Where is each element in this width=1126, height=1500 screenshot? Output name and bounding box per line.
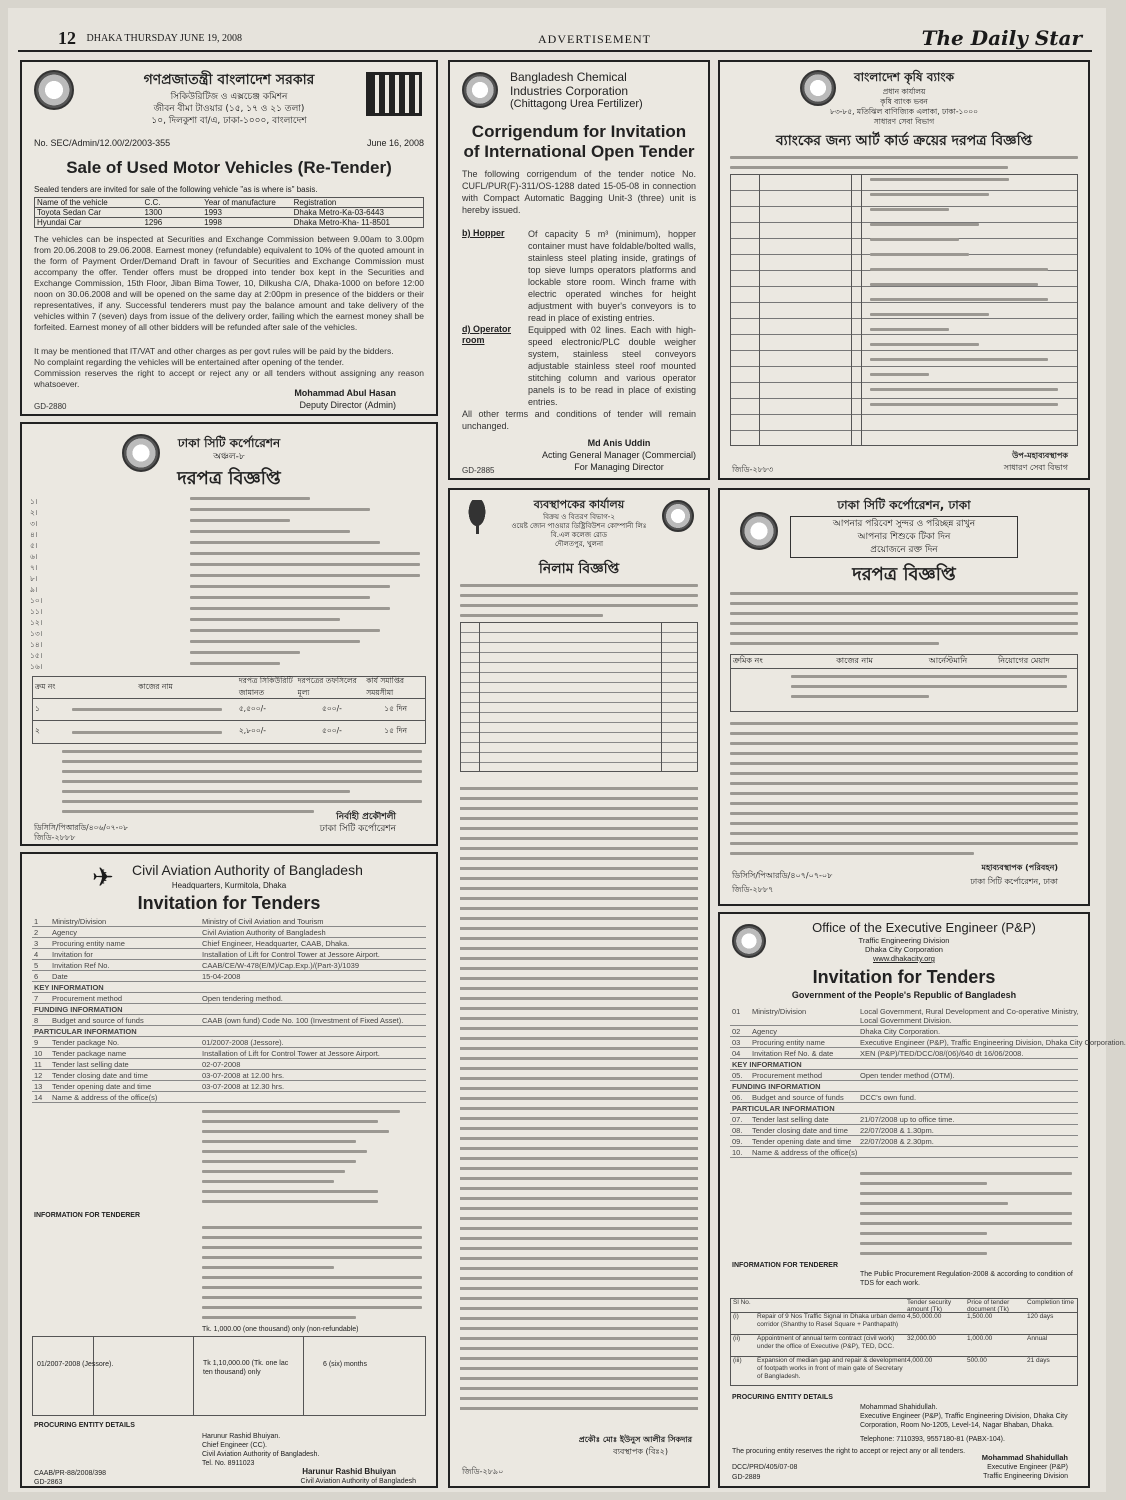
table-cell: Appointment of annual term contract (civil work) under the office of Executive (P&P), TED, DCC.: [757, 1335, 895, 1350]
krishi-intro-text: [730, 156, 1078, 176]
exec-headline: Invitation for Tenders: [812, 967, 996, 987]
row-number: 02: [732, 1027, 741, 1036]
exec-contact: Telephone: 7110393, 9557180-81 (PABX-104).: [860, 1436, 1005, 1443]
table-row: [32, 927, 426, 938]
exec-official: Mohammad Shahidullah.: [860, 1404, 938, 1411]
table-cell: Repair of 9 Nos Traffic Signal in Dhaka urban demo corridor (Shanthy to Rasel Square + Panthapath): [757, 1313, 906, 1328]
row-value: Civil Aviation Authority of Bangladesh: [202, 928, 326, 937]
section-label: KEY INFORMATION: [34, 983, 104, 992]
sec-body-3: No complaint regarding the vehicles will be entertained after opening of the tender.: [34, 357, 344, 367]
bcic-item-b-text: Of capacity 5 m³ (minimum), hopper container must have foldable/bolted walls, stainless steel plating inside, gratings of top sieve lumps operators platforms and lockable store room. Winch frame with electric operated winches for height adjustment with buyer's conveyors is to read in place of existing entries.: [528, 229, 696, 323]
exec-info-tenderer: INFORMATION FOR TENDERER: [732, 1262, 839, 1269]
bcic-headline-2: of International Open Tender: [463, 142, 695, 161]
newspaper-page: [8, 8, 1126, 1492]
caab-price: Tk. 1,000.00 (one thousand) only (non-refundable): [202, 1326, 359, 1333]
table-row: [32, 960, 426, 971]
exec-gd: GD-2889: [732, 1474, 761, 1481]
nilam-headline-bn: নিলাম বিজ্ঞপ্তি: [538, 561, 620, 577]
table-cell: Dhaka Metro-Kha- 11-8501: [293, 218, 391, 227]
table-cell: ২,৮০০/-: [238, 726, 266, 735]
dateline-text: DHAKA THURSDAY JUNE 19, 2008: [86, 32, 242, 44]
page-dateline: [58, 28, 242, 49]
table-cell: 32,000.00: [907, 1335, 936, 1342]
table-row: 07. Tender last selling date 21/07/2008 up to office time.: [730, 1114, 1078, 1125]
table-cell: ১৫ দিন: [384, 703, 407, 713]
dcc2-para-1: [730, 592, 1078, 652]
table-cell: (ii): [733, 1335, 741, 1342]
krishi-bank-tender-ad: [718, 60, 1090, 480]
krishi-gd-bn: জিডি-২৮৮৩: [732, 465, 774, 474]
caab-official: Harunur Rashid Bhuiyan.: [202, 1433, 281, 1440]
bcic-item-b-label: b) Hopper: [462, 228, 505, 238]
row-value: 21/07/2008 up to office time.: [860, 1115, 955, 1124]
table-cell: 1296: [144, 218, 163, 227]
package-cell: 01/2007-2008 (Jessore).: [37, 1361, 114, 1368]
exec-office-lines: [860, 1172, 1072, 1262]
caab-address: Civil Aviation Authority of Bangladesh.: [202, 1451, 320, 1458]
krishi-subtitle-bn: প্রধান কার্যালয়: [882, 87, 926, 96]
table-cell: ৫,৫০০/-: [238, 703, 266, 713]
row-number: 3: [34, 939, 39, 948]
table-cell: 1300: [144, 208, 163, 217]
table-cell: 21 days: [1027, 1357, 1050, 1364]
row-value: CAAB/CE/W-478(E/M)/Cap.Exp.)/(Part-3)/1039: [202, 961, 359, 970]
table-row: [32, 949, 426, 960]
caab-signer-org: Civil Aviation Authority of Bangladesh: [300, 1478, 416, 1485]
dcc1-org-bn: ঢাকা সিটি কর্পোরেশন: [319, 824, 396, 834]
dcc2-logo-icon: [740, 512, 778, 550]
table-row: 08. Tender closing date and time 22/07/2008 & 1.30pm.: [730, 1125, 1078, 1136]
nilam-items-table: [460, 622, 698, 772]
nilam-sub4-bn: দৌলতপুর, খুলনা: [554, 540, 604, 548]
bcic-intro: The following corrigendum of the tender notice No. CUFL/PUR(F)-311/OS-1288 dated 15-05-08 in connection with Compact Automatic Bagging Unit-3 (three) unit is hereby issued.: [462, 169, 696, 215]
dcc1-gd-bn: জিডি-২৮৮৮: [34, 833, 76, 842]
row-value: 03-07-2008 at 12.30 hrs.: [202, 1082, 285, 1091]
exec-eligibility: The Public Procurement Regulation-2008 & according to condition of TDS for each work.: [860, 1271, 1073, 1287]
sec-ref: No. SEC/Admin/12.00/2/2003-355: [34, 138, 171, 148]
bcic-logo-icon: [462, 72, 498, 108]
col-header: নিয়োগের মেয়াদ: [997, 656, 1050, 665]
section-title: ADVERTISEMENT: [538, 32, 651, 46]
dcc1-title-bn: ঢাকা সিটি কর্পোরেশন: [177, 436, 281, 450]
bcic-closing: All other terms and conditions of tender will remain unchanged.: [462, 409, 696, 431]
table-cell: ১: [35, 703, 40, 713]
table-row: [33, 699, 425, 721]
col-header: Year of manufacture: [204, 198, 276, 207]
sec-body-4: Commission reserves the right to accept or reject any or all tenders without assigning any reason whatsoever.: [34, 368, 424, 389]
table-cell: 1998: [204, 218, 222, 227]
section-label: FUNDING INFORMATION: [732, 1082, 821, 1091]
row-number: 04: [732, 1049, 741, 1058]
krishi-sub2-bn: কৃষি ব্যাংক ভবন: [880, 97, 928, 106]
sec-title-bn: গণপ্রজাতন্ত্রী বাংলাদেশ সরকার: [143, 72, 315, 88]
sec-vehicle-table: [34, 197, 424, 228]
slogan-1: আপনার পরিবেশ সুন্দর ও পরিচ্ছন্ন রাখুন: [832, 519, 976, 529]
row-value: Dhaka City Corporation.: [860, 1027, 941, 1036]
bcic-corrigendum-ad: [448, 60, 710, 480]
row-number: 01: [732, 1007, 741, 1016]
nilam-sub3-bn: বি.এল কলেজ রোড: [550, 531, 608, 539]
table-cell: ২: [35, 726, 40, 735]
table-row: [33, 721, 425, 743]
section-heading: [32, 982, 426, 993]
table-header-row: [731, 655, 1077, 669]
table-row: [731, 1335, 1077, 1357]
table-cell: 1993: [204, 208, 222, 217]
exec-proc-details: PROCURING ENTITY DETAILS: [732, 1394, 833, 1401]
sec-intro: Sealed tenders are invited for sale of the following vehicle "as is where is" basis.: [34, 185, 318, 194]
table-row: [730, 1026, 1078, 1037]
dcc-zone8-tender-ad: [20, 422, 438, 846]
table-row: [730, 1037, 1126, 1048]
page-header: [18, 22, 1092, 52]
row-number: 4: [34, 950, 39, 959]
row-label: Procuring entity name: [52, 939, 125, 948]
row-value: Open tendering method.: [202, 994, 283, 1003]
dcc-transport-tender-ad: [718, 488, 1090, 906]
row-value: 02-07-2008: [202, 1060, 241, 1069]
row-value: Local Government, Rural Development and Co-operative Ministry, Local Government Division.: [860, 1007, 1079, 1025]
nilam-gd-bn: জিডি-২৮৯০: [462, 1467, 504, 1476]
slogan-2: আপনার শিশুকে টিকা দিন: [857, 532, 951, 542]
table-cell: Expansion of median gap and repair & development of footpath works in front of main gate of Secretary of Bangladesh.: [757, 1357, 907, 1380]
col-header: কাজের নাম: [836, 656, 873, 665]
sec-gd: GD-2880: [34, 402, 67, 411]
row-label: Ministry/Division: [752, 1007, 807, 1016]
col-header: ক্রমিক নং: [733, 656, 763, 665]
row-value: 22/07/2008 & 2.30pm.: [860, 1137, 934, 1146]
table-row: [730, 1048, 1078, 1059]
table-row: 11 Tender last selling date 02-07-2008: [32, 1059, 426, 1070]
table-cell: ৫০০/-: [321, 703, 342, 713]
exec-info-table: [730, 1006, 1126, 1158]
bcic-org-3: (Chittagong Urea Fertilizer): [510, 98, 643, 110]
row-value: Installation of Lift for Control Tower at Jessore Airport.: [202, 950, 380, 959]
caab-proc-details: PROCURING ENTITY DETAILS: [34, 1422, 135, 1429]
section-heading: [32, 1004, 426, 1015]
krishi-text-lines: [870, 178, 1068, 418]
row-label: Invitation for: [52, 950, 93, 959]
table-cell: Annual: [1027, 1335, 1048, 1342]
row-number: 1: [34, 917, 39, 926]
row-value: 01/2007-2008 (Jessore).: [202, 1038, 284, 1047]
table-cell: 500.00: [967, 1357, 987, 1364]
bcic-signer: Md Anis Uddin: [587, 438, 651, 448]
dcc1-conditions: [62, 750, 422, 820]
krishi-signer-dept-bn: সাধারণ সেবা বিভাগ: [1003, 463, 1068, 472]
dcc1-work-table: [32, 676, 426, 744]
table-header-row: Sl No. Tender security amount (Tk) Price of tender document (Tk) Completion time: [731, 1299, 1077, 1313]
nilam-title-bn: ব্যবস্থাপকের কার্যালয়: [533, 498, 625, 511]
caab-org: Civil Aviation Authority of Bangladesh: [132, 862, 363, 878]
bcic-headline-1: Corrigendum for Invitation: [471, 122, 687, 141]
table-row: 10. Name & address of the office(s): [730, 1147, 1078, 1158]
col-header: কার্য সমাপ্তির সময়সীমা: [366, 675, 405, 697]
row-label: Agency: [52, 928, 78, 937]
sec-tender-ad: [20, 60, 438, 416]
table-cell: 4,000.00: [907, 1357, 933, 1364]
dcc1-ref-bn: ডিসিসি/পিআরডি/৪০৬/০৭-০৮: [34, 823, 129, 832]
caab-tender-ad: [20, 852, 438, 1488]
dcc2-gd-bn: জিডি-২৮৮৭: [732, 885, 774, 894]
table-row: 12 Tender closing date and time 03-07-2008 at 12.00 hrs.: [32, 1070, 426, 1081]
dcc2-work-table: [730, 654, 1078, 712]
table-row: 13 Tender opening date and time 03-07-2008 at 12.30 hrs.: [32, 1081, 426, 1092]
caab-brief-lines: [202, 1276, 422, 1326]
row-value: CAAB (own fund) Code No. 100 (Investment of Fixed Asset).: [202, 1016, 404, 1025]
table-cell: Dhaka Metro-Ka-03-6443: [293, 208, 384, 217]
col-header: C.C.: [144, 198, 161, 207]
section-heading: [32, 1026, 426, 1037]
exec-signer: Mohammad Shahidullah: [981, 1453, 1068, 1462]
table-row: [730, 1006, 1078, 1026]
dcc1-signer-bn: নির্বাহী প্রকৌশলী: [336, 812, 396, 822]
slogan-3: প্রয়োজনে রক্ত দিন: [870, 545, 938, 555]
exec-gov: Government of the People's Republic of Bangladesh: [791, 990, 1017, 1000]
row-value: XEN (P&P)/TED/DCC/08/(06)/640 dt 16/06/2008.: [860, 1049, 1024, 1058]
exec-url: www.dhakacity.org: [873, 954, 935, 963]
amount-cell: Tk 1,10,000.00 (Tk. one lac ten thousand) only: [203, 1360, 289, 1376]
row-value: Installation of Lift for Control Tower at Jessore Airport.: [202, 1049, 380, 1058]
sec-subtitle-bn: সিকিউরিটিজ ও এক্সচেঞ্জ কমিশন: [170, 92, 288, 102]
bcic-item-d-label: d) Operator room: [462, 324, 512, 345]
caab-info-tenderer: INFORMATION FOR TENDERER: [34, 1212, 141, 1219]
section-heading: [730, 1103, 1078, 1114]
table-cell: 4,50,000.00: [907, 1313, 942, 1320]
col-header: Name of the vehicle: [37, 198, 108, 207]
sec-logo-icon: [366, 72, 422, 116]
nilam-signer-bn: প্রকৌঃ মোঃ ইউনুস আলীর সিকদার: [578, 1435, 692, 1444]
table-cell: ১৫ দিন: [384, 726, 407, 735]
exec-sub1: Traffic Engineering Division: [858, 936, 950, 945]
row-label: Invitation Ref No. & date: [752, 1049, 834, 1058]
row-value: 22/07/2008 & 1.30pm.: [860, 1126, 934, 1135]
nilam-sub2-bn: ওয়েষ্ট জোন পাওয়ার ডিষ্ট্রিবিউশন কোম্পানী লিঃ: [511, 522, 647, 530]
sec-body-1: The vehicles can be inspected at Securities and Exchange Commission between 9.00am to 3.00pm from 20.06.2008 to 29.06.2008. Earnest money (refundable) equivalent to 10% of the quoted amount in the form of Payment Order/Demand Draft in favour of Securities and Exchange Commission must accompany the offer. Tender offers must be dropped into tender box kept in the Securities and Exchange Commission, 15th Floor, Jiban Bima Tower, 10, Dilkusha C/A, Dhaka-1000 on before 12:00 noon on 30.06.2008 and will be opened on the same day at 2:00pm in presence of the bidders or their representatives, if any. Successful tenderers must pay the balance amount and take delivery of the vehicles within 7 (seven) days from issue of the delivery order, failing which the earnest money shall be forfeited. Earnest money of all other bidders will be refunded after sale of the vehicles.: [34, 234, 424, 332]
table-row: [731, 1357, 1077, 1385]
bcic-gd: GD-2885: [462, 466, 495, 475]
table-row: [35, 208, 423, 218]
row-label: Ministry/Division: [52, 917, 107, 926]
col-header: Registration: [293, 198, 337, 207]
exec-signer-title: Executive Engineer (P&P): [987, 1464, 1068, 1471]
nilam-intro: [460, 584, 698, 624]
caab-package-table: [32, 1336, 426, 1416]
exec-title: Office of the Executive Engineer (P&P): [812, 920, 1036, 935]
section-label: PARTICULAR INFORMATION: [34, 1027, 137, 1036]
table-cell: 1,000.00: [967, 1335, 993, 1342]
row-value: Chief Engineer, Headquarter, CAAB, Dhaka.: [202, 939, 350, 948]
bcic-signer-for: For Managing Director: [574, 462, 664, 472]
krishi-signer-bn: উপ-মহাব্যবস্থাপক: [1012, 451, 1068, 460]
sec-signer: Mohammad Abul Hasan: [294, 388, 396, 398]
table-cell: ৫০০/-: [321, 726, 342, 735]
table-cell: 1,500.00: [967, 1313, 993, 1320]
table-cell: (iii): [733, 1357, 742, 1364]
krishi-title-bn: বাংলাদেশ কৃষি ব্যাংক: [854, 70, 954, 84]
section-heading: [730, 1059, 1078, 1070]
exec-signer-div: Traffic Engineering Division: [983, 1473, 1068, 1480]
table-row: 09. Tender opening date and time 22/07/2008 & 2.30pm.: [730, 1136, 1078, 1147]
dcc2-org-bn: ঢাকা সিটি কর্পোরেশন, ঢাকা: [970, 877, 1058, 886]
row-label: Date: [52, 972, 68, 981]
caab-contact: Tel. No. 8911023: [202, 1460, 255, 1467]
exec-engineer-tender-ad: [718, 912, 1126, 1488]
krishi-headline-bn: ব্যাংকের জন্য আর্ট কার্ড ক্রয়ের দরপত্র বিজ্ঞপ্তি: [775, 133, 1033, 149]
col-header: কাজের নাম: [138, 681, 173, 691]
table-row: 05. Procurement method Open tender method (OTM).: [730, 1070, 1078, 1081]
bcic-signer-title: Acting General Manager (Commercial): [541, 450, 697, 460]
row-value: DCC's own fund.: [860, 1093, 917, 1102]
nilam-auction-ad: [448, 488, 710, 1488]
row-number: 2: [34, 928, 39, 937]
caab-signer: Harunur Rashid Bhuiyan: [302, 1467, 396, 1476]
table-row: [32, 916, 426, 927]
dcc2-ref-bn: ডিসিসি/পিআরডি/৪০৭/০৭-০৮: [732, 871, 833, 880]
caab-ref: CAAB/PR-88/2008/398: [34, 1470, 106, 1477]
caab-sub: Headquarters, Kurmitola, Dhaka: [171, 881, 287, 890]
masthead: The Daily Star: [921, 26, 1082, 50]
table-row: 9 Tender package No. 01/2007-2008 (Jessore).: [32, 1037, 426, 1048]
table-cell: Toyota Sedan Car: [37, 208, 102, 217]
table-cell: Hyundai Car: [37, 218, 82, 227]
row-value: 15-04-2008: [202, 972, 241, 981]
krishi-dept-bn: সাধারণ সেবা বিভাগ: [873, 117, 935, 126]
sec-headline: Sale of Used Motor Vehicles (Re-Tender): [66, 158, 392, 177]
nilam-signer-title-bn: ব্যবস্থাপক (বিঃ২): [613, 1447, 668, 1456]
table-row: [35, 218, 423, 227]
col-header: ক্রম নং: [35, 681, 56, 691]
section-label: PARTICULAR INFORMATION: [732, 1104, 835, 1113]
table-cell: 120 days: [1027, 1313, 1054, 1320]
table-cell: (i): [733, 1313, 739, 1320]
dcc2-title-bn: ঢাকা সিটি কর্পোরেশন, ঢাকা: [837, 498, 971, 512]
table-row: 14 Name & address of the office(s): [32, 1092, 426, 1103]
row-number: 5: [34, 961, 39, 970]
dcc2-signer-bn: মহাব্যবস্থাপক (পরিবহন): [981, 863, 1058, 872]
sec-address-bn: জীবন বীমা টাওয়ার (১৫, ১৭ ও ২১ তলা): [153, 104, 305, 114]
nilam-terms-lines: [460, 780, 698, 1416]
table-header-row: [33, 677, 425, 699]
col-header: দরপত্রের তফসিলের মূল্য: [297, 675, 357, 697]
sec-date: June 16, 2008: [366, 138, 424, 148]
exec-reserve: The procuring entity reserves the right to accept or reject any or all tenders.: [732, 1448, 966, 1455]
nilam-sub-bn: বিক্রয় ও বিতরণ বিভাগ-২: [543, 513, 615, 521]
table-row: 10 Tender package name Installation of Lift for Control Tower at Jessore Airport.: [32, 1048, 426, 1059]
completion-cell: 6 (six) months: [323, 1361, 367, 1368]
dcc2-para-2: [730, 722, 1078, 862]
exec-designation: Executive Engineer (P&P), Traffic Engineering Division, Dhaka City Corporation, Room No-1205, Level-14, Nagar Bhaban, Dhaka.: [860, 1413, 1068, 1429]
sec-body-2: It may be mentioned that IT/VAT and other charges as per govt rules will be paid by the bidders.: [34, 346, 394, 356]
dcc2-headline-bn: দরপত্র বিজ্ঞপ্তি: [852, 564, 956, 585]
caab-headline: Invitation for Tenders: [137, 893, 321, 913]
dcc1-info-list: ১। ২। ৩। ৪। ৫। ৬। ৭। ৮। ৯। ১০। ১১। ১২। ১৩। ১৪। ১৫। ১৬।: [30, 496, 428, 672]
section-label: KEY INFORMATION: [732, 1060, 802, 1069]
caab-eligibility-lines: [202, 1226, 422, 1276]
dcc1-zone-bn: অঞ্চল-৮: [213, 452, 245, 462]
dcc1-headline-bn: দরপত্র বিজ্ঞপ্তি: [177, 468, 281, 489]
caab-designation: Chief Engineer (CC).: [202, 1442, 267, 1449]
bcic-org-1: Bangladesh Chemical: [510, 70, 627, 84]
caab-info-table: [32, 916, 426, 1103]
airplane-logo-icon: ✈: [92, 862, 114, 892]
exec-works-table: [730, 1298, 1078, 1386]
row-value: Open tender method (OTM).: [860, 1071, 955, 1080]
row-label: Invitation Ref No.: [52, 961, 110, 970]
table-row: [731, 1313, 1077, 1335]
bcic-item-d-text: Equipped with 02 lines. Each with high-speed electronic/PLC double weigher system, stainless steel conveyors adjustable stainless steel roof mounted stitching column and various operator panels is to be read in place of existing entries.: [528, 325, 696, 407]
table-row: 7 Procurement method Open tendering method.: [32, 993, 426, 1004]
krishi-address-bn: ৮৩-৮৫, মতিঝিল বাণিজ্যিক এলাকা, ঢাকা-১০০০: [829, 107, 979, 116]
row-value: 03-07-2008 at 12.00 hrs.: [202, 1071, 285, 1080]
caab-gd: GD-2863: [34, 1479, 63, 1486]
bcic-org-2: Industries Corporation: [510, 84, 629, 98]
exec-ref: DCC/PRD/405/07-08: [732, 1464, 798, 1471]
row-value: Ministry of Civil Aviation and Tourism: [202, 917, 324, 926]
row-label: Procuring entity name: [752, 1038, 825, 1047]
row-number: 6: [34, 972, 39, 981]
table-row: 8 Budget and source of funds CAAB (own fund) Code No. 100 (Investment of Fixed Asset).: [32, 1015, 426, 1026]
table-row: [32, 971, 426, 982]
dcc2-slogan-box: [790, 516, 1018, 558]
col-header: দরপত্র সিকিউরিটি জামানত: [238, 675, 293, 697]
section-label: FUNDING INFORMATION: [34, 1005, 123, 1014]
caab-office-lines: [202, 1110, 422, 1210]
row-number: 03: [732, 1038, 741, 1047]
sec-address2-bn: ১০, দিলকুশা বা/এ, ঢাকা-১০০০, বাংলাদেশ: [151, 116, 307, 126]
sec-signer-title: Deputy Director (Admin): [299, 400, 396, 410]
page-number: 12: [58, 28, 76, 48]
exec-sub2: Dhaka City Corporation: [865, 945, 943, 954]
section-heading: [730, 1081, 1078, 1092]
table-row: [32, 938, 426, 949]
col-header: আর্নেস্টমানি: [928, 656, 968, 665]
row-label: Agency: [752, 1027, 778, 1036]
row-value: Executive Engineer (P&P), Traffic Engineering Division, Dhaka City Corporation.: [860, 1038, 1126, 1047]
table-row: 06. Budget and source of funds DCC's own fund.: [730, 1092, 1078, 1103]
